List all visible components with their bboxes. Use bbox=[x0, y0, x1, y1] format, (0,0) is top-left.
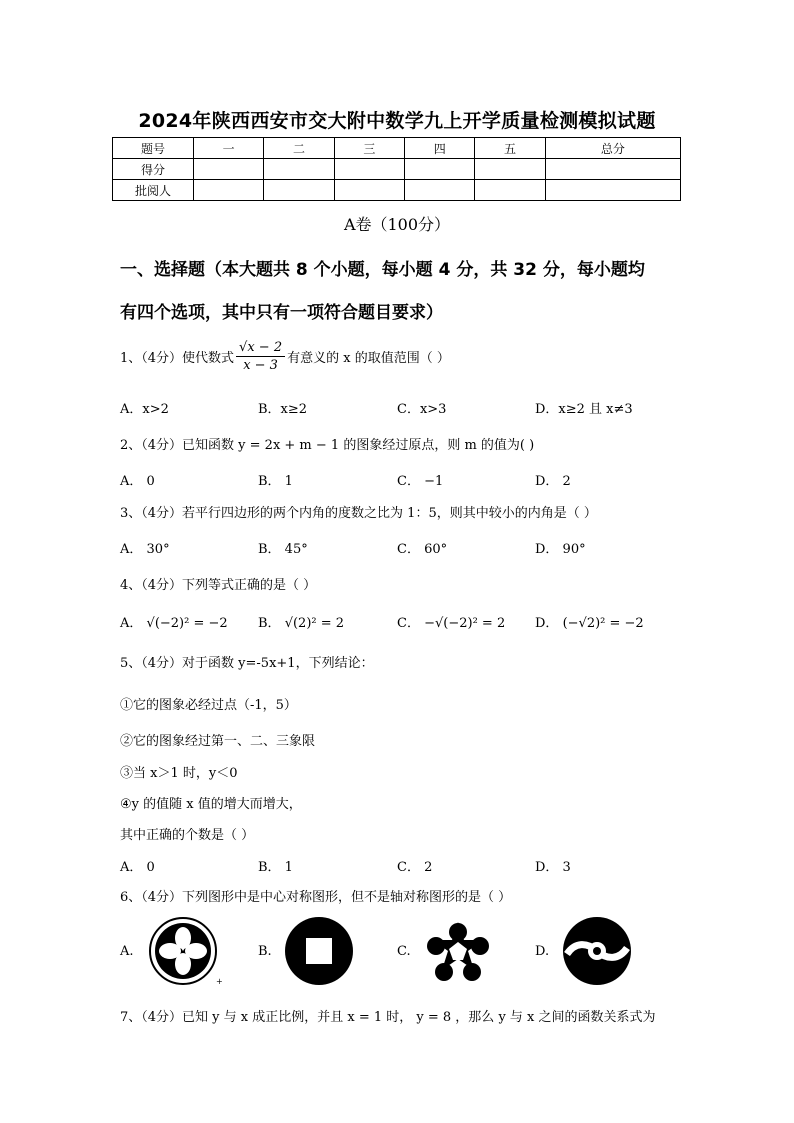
q4-option-d[interactable] bbox=[535, 612, 644, 631]
question-1 bbox=[120, 340, 450, 373]
score-cell bbox=[194, 180, 264, 201]
q5-statement-3: ③当 x＞1 时，y＜0 bbox=[120, 766, 238, 781]
q3-option-a[interactable]: A． 30° bbox=[120, 542, 170, 557]
q4-option-b[interactable] bbox=[258, 612, 344, 631]
q6-option-c-figure[interactable] bbox=[425, 918, 491, 984]
score-cell bbox=[545, 159, 680, 180]
q6-option-a-figure[interactable] bbox=[148, 916, 224, 986]
score-table-row bbox=[113, 180, 681, 201]
q2-option-d[interactable]: D． 2 bbox=[535, 474, 571, 489]
document-title: 2024年陕西西安市交大附中数学九上开学质量检测模拟试题 bbox=[138, 110, 656, 132]
score-header-cell: 四 bbox=[405, 138, 475, 159]
q6-option-c-label[interactable]: C. bbox=[397, 944, 411, 959]
q6-option-d-figure[interactable] bbox=[561, 916, 633, 986]
q5-statement-1: ①它的图象必经过点（-1，5） bbox=[120, 698, 297, 713]
score-header-cell: 五 bbox=[475, 138, 545, 159]
q6-option-b-label[interactable]: B. bbox=[258, 944, 272, 959]
q5-option-d[interactable]: D． 3 bbox=[535, 860, 571, 875]
q1-option-b[interactable]: B．x≥2 bbox=[258, 402, 308, 417]
score-cell bbox=[545, 180, 680, 201]
score-cell bbox=[264, 180, 334, 201]
q2-option-a[interactable]: A． 0 bbox=[120, 474, 155, 489]
q5-option-a[interactable]: A． 0 bbox=[120, 860, 155, 875]
question-7: 7、（4分）已知 y 与 x 成正比例，并且 x = 1 时， y = 8 ，那么 y 与 x 之间的函数关系式为 bbox=[120, 1010, 656, 1025]
q4-option-b-expr: √(2)² = 2 bbox=[284, 616, 345, 631]
question-6: 6、（4分）下列图形中是中心对称图形，但不是轴对称图形的是（ ） bbox=[120, 890, 512, 905]
q3-option-b[interactable]: B． 45° bbox=[258, 542, 308, 557]
q3-option-c[interactable]: C． 60° bbox=[397, 542, 448, 557]
score-cell bbox=[264, 159, 334, 180]
score-row-label: 批阅人 bbox=[113, 180, 194, 201]
score-cell bbox=[194, 159, 264, 180]
q4-option-a-expr: √(−2)² = −2 bbox=[146, 616, 228, 631]
q5-option-c[interactable]: C． 2 bbox=[397, 860, 433, 875]
q1-suffix: 有意义的 x 的取值范围（ ） bbox=[287, 351, 450, 366]
q6-option-b-figure[interactable] bbox=[284, 916, 354, 986]
section-heading-line2: 有四个选项，其中只有一项符合题目要求） bbox=[120, 303, 443, 323]
q5-statement-4: ④y 的值随 x 值的增大而增大， bbox=[120, 797, 302, 812]
score-header-cell: 一 bbox=[194, 138, 264, 159]
q4-option-d-expr: (−√2)² = −2 bbox=[562, 616, 644, 631]
q2-option-b[interactable]: B． 1 bbox=[258, 474, 293, 489]
q1-option-a[interactable]: A．x>2 bbox=[120, 402, 169, 417]
score-header-cell: 题号 bbox=[113, 138, 194, 159]
q1-fraction bbox=[236, 340, 285, 373]
question-5: 5、（4分）对于函数 y=-5x+1，下列结论： bbox=[120, 656, 374, 671]
q6-option-a-label[interactable]: A. bbox=[120, 944, 134, 959]
score-header-cell: 二 bbox=[264, 138, 334, 159]
q1-numerator: √x − 2 bbox=[236, 340, 285, 357]
score-cell bbox=[334, 159, 404, 180]
q1-denominator: x − 3 bbox=[243, 358, 278, 373]
score-table bbox=[112, 137, 681, 201]
q4-option-c-label: C． bbox=[397, 616, 420, 631]
score-cell bbox=[475, 159, 545, 180]
score-header-cell: 三 bbox=[334, 138, 404, 159]
q4-option-a-label: A． bbox=[120, 616, 143, 631]
section-heading-line1: 一、选择题（本大题共 8 个小题，每小题 4 分，共 32 分，每小题均 bbox=[120, 260, 645, 280]
q4-option-d-label: D． bbox=[535, 616, 559, 631]
q4-option-b-label: B． bbox=[258, 616, 281, 631]
svg-text:+: + bbox=[216, 977, 223, 986]
q4-option-c-expr: −√(−2)² = 2 bbox=[424, 616, 506, 631]
q4-option-a[interactable] bbox=[120, 612, 228, 631]
question-3: 3、（4分）若平行四边形的两个内角的度数之比为 1：5，则其中较小的内角是（ ） bbox=[120, 506, 597, 521]
question-4: 4、（4分）下列等式正确的是（ ） bbox=[120, 578, 317, 593]
score-header-cell: 总分 bbox=[545, 138, 680, 159]
q1-prefix: 1、（4分）使代数式 bbox=[120, 351, 235, 366]
score-cell bbox=[334, 180, 404, 201]
score-cell bbox=[475, 180, 545, 201]
score-table-header-row bbox=[113, 138, 681, 159]
q1-option-d[interactable]: D．x≥2 且 x≠3 bbox=[535, 402, 633, 417]
score-row-label: 得分 bbox=[113, 159, 194, 180]
q5-option-b[interactable]: B． 1 bbox=[258, 860, 293, 875]
volume-heading: A卷（100分） bbox=[343, 215, 451, 234]
q2-option-c[interactable]: C． −1 bbox=[397, 474, 444, 489]
score-cell bbox=[405, 180, 475, 201]
q1-option-c[interactable]: C．x>3 bbox=[397, 402, 447, 417]
question-2: 2、（4分）已知函数 y = 2x + m − 1 的图象经过原点，则 m 的值为( ) bbox=[120, 438, 535, 453]
q5-ask: 其中正确的个数是（ ） bbox=[120, 828, 255, 843]
score-table-row bbox=[113, 159, 681, 180]
q6-option-d-label[interactable]: D. bbox=[535, 944, 550, 959]
q4-option-c[interactable] bbox=[397, 612, 505, 631]
q5-statement-2: ②它的图象经过第一、二、三象限 bbox=[120, 734, 316, 749]
q3-option-d[interactable]: D． 90° bbox=[535, 542, 586, 557]
score-cell bbox=[405, 159, 475, 180]
